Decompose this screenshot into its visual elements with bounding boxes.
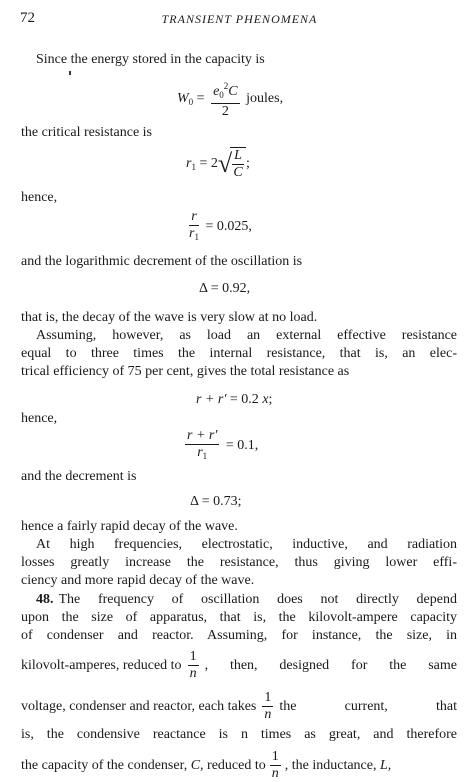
- text-line: that is, the decay of the wave is very slow at no load.: [21, 310, 318, 325]
- text-line: hence a fairly rapid decay of the wave.: [21, 519, 238, 534]
- text-line: hence,: [21, 190, 58, 205]
- text-line: equal to three times the internal resistance, that is, an elec-: [21, 346, 457, 361]
- running-title: TRANSIENT PHENOMENA: [161, 12, 318, 26]
- text-line: is, the condensive reactance is n times as great, and therefore: [21, 727, 457, 742]
- text-line: and the decrement is: [21, 469, 137, 484]
- text-line-with-fraction: kilovolt-amperes, reduced to $\frac{1}{n}$ , then, designed for the same: [21, 649, 457, 681]
- text-line: the critical resistance is: [21, 125, 152, 140]
- equation-energy: $W_0$ = $\frac{e_0^2C}{2}$ joules,: [177, 78, 283, 120]
- text-line: of condenser and reactor. Assuming, for instance, the size, in: [21, 628, 457, 643]
- text-line: upon the size of apparatus, that is, the kilovolt-ampere capacity: [21, 610, 457, 625]
- text-line: hence,: [21, 411, 58, 426]
- text-line: and the logarithmic decrement of the oscillation is: [21, 254, 303, 269]
- text-line: losses greatly increase the resistance, thus giving lower effi-: [21, 555, 457, 570]
- text-line: Assuming, however, as load an external effective resistance: [36, 328, 457, 343]
- equation-ratio-loaded: $\frac{r + r'}{r_1}$ = 0.1,: [187, 428, 259, 461]
- equation-critical-resistance: $r_1 = 2√$ $\frac{L}{C}$ ;: [186, 148, 250, 180]
- print-speck: [69, 71, 71, 75]
- equation-decrement-loaded: Δ = 0.73;: [190, 494, 242, 509]
- page-header: [20, 10, 459, 30]
- page-number: 72: [20, 10, 35, 26]
- text-line-with-fraction: the capacity of the condenser, C, reduced to $\frac{1}{n}$ , the inductance, L,: [21, 749, 392, 781]
- text-line: At high frequencies, electrostatic, inductive, and radiation: [36, 537, 457, 552]
- equation-total-resistance: r + r′ = 0.2 x;: [196, 392, 273, 407]
- text-line-with-fraction: voltage, condenser and reactor, each takes $\frac{1}{n}$ the current, that: [21, 690, 457, 722]
- text-line: Since the energy stored in the capacity is: [36, 52, 265, 67]
- text-line: trical efficiency of 75 per cent, gives the total resistance as: [21, 364, 350, 379]
- section-number: 48.: [36, 592, 54, 607]
- equation-decrement-noload: Δ = 0.92,: [199, 281, 251, 296]
- equation-ratio: $\frac{r}{r_1}$ = 0.025,: [189, 209, 252, 242]
- paragraph-48-start: 48. The frequency of oscillation does not directly depend: [36, 592, 457, 607]
- text-line: ciency and more rapid decay of the wave.: [21, 573, 255, 588]
